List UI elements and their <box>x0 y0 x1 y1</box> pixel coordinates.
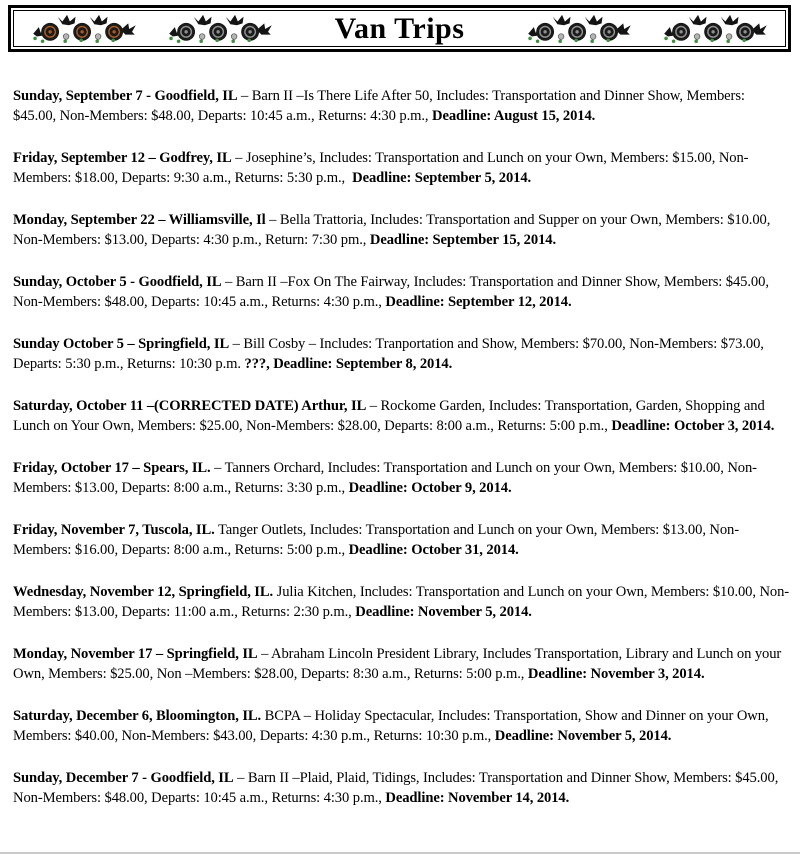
trip-details: – Tanners Orchard, Includes: Transportation and Lunch on your Own, Members: $10.00, Non-Members: $13.00, Departs: 8:00 a.m., Returns: 3:30 p.m., <box>13 460 757 496</box>
trip-date-location: Sunday, October 5 - Goodfield, IL <box>13 274 222 290</box>
trip-entry <box>13 706 791 746</box>
trip-note: ???, <box>244 356 274 372</box>
page-bottom-edge <box>0 852 800 854</box>
trip-entry <box>13 148 791 188</box>
trip-deadline: Deadline: September 15, 2014. <box>369 232 557 248</box>
trip-deadline: Deadline: October 3, 2014. <box>611 418 775 434</box>
trip-date-location: Sunday October 5 – Springfield, IL <box>13 336 230 352</box>
trip-date-location: Sunday, December 7 - Goodfield, IL <box>13 770 234 786</box>
trip-details: – Josephine’s, Includes: Transportation and Lunch on your Own, Members: $15.00, Non-Members: $18.00, Departs: 9:30 a.m., Returns: 5:30 p.m., <box>13 150 749 186</box>
floral-ornament-icon <box>659 13 771 45</box>
trip-date-location: Sunday, September 7 - Goodfield, IL <box>13 88 238 104</box>
trip-deadline: Deadline: September 12, 2014. <box>385 294 572 310</box>
trip-deadline: Deadline: November 5, 2014. <box>494 728 672 744</box>
trip-date-location: Friday, November 7, Tuscola, IL. <box>13 522 215 538</box>
header-inner-frame <box>13 10 786 47</box>
trip-date-location: Saturday, October 11 –(CORRECTED DATE) Arthur, IL <box>13 398 367 414</box>
trip-entry <box>13 644 791 684</box>
floral-ornament-icon <box>523 13 635 45</box>
trip-deadline: Deadline: November 3, 2014. <box>527 666 705 682</box>
trip-entry <box>13 396 791 436</box>
trip-deadline: Deadline: October 31, 2014. <box>348 542 519 558</box>
trip-entry <box>13 520 791 560</box>
trip-date-location: Saturday, December 6, Bloomington, IL. <box>13 708 262 724</box>
trip-date-location: Monday, November 17 – Springfield, IL <box>13 646 258 662</box>
trip-details: – Barn II –Is There Life After 50, Includes: Transportation and Dinner Show, Members: $45.00, Non-Members: $48.00, Departs: 10:45 a.m., Returns: 4:30 p.m., <box>13 88 745 124</box>
trip-details: – Barn II –Plaid, Plaid, Tidings, Includes: Transportation and Dinner Show, Members: $45.00, Non-Members: $48.00, Departs: 10:45 a.m., Returns: 4:30 p.m., <box>13 770 779 806</box>
trip-entry <box>13 272 791 312</box>
header-box <box>8 5 791 52</box>
trip-details: – Abraham Lincoln President Library, Includes Transportation, Library and Lunch on your Own, Members: $25.00, Non –Members: $28.00, Departs: 8:30 a.m., Returns: 5:00 p.m., <box>13 646 782 682</box>
trip-details: BCPA – Holiday Spectacular, Includes: Transportation, Show and Dinner on your Own, Members: $40.00, Non-Members: $43.00, Departs: 4:30 p.m., Returns: 10:30 p.m., <box>13 708 769 744</box>
trip-deadline: Deadline: November 5, 2014. <box>355 604 532 620</box>
trip-date-location: Monday, September 22 – Williamsville, Il <box>13 212 266 228</box>
trip-list <box>13 86 791 830</box>
trip-entry <box>13 334 791 374</box>
trip-deadline: Deadline: September 5, 2014. <box>352 170 532 186</box>
page-title: Van Trips <box>334 11 465 45</box>
trip-details: – Rockome Garden, Includes: Transportation, Garden, Shopping and Lunch on Your Own, Members: $25.00, Non-Members: $28.00, Departs: 8:00 a.m., Returns: 5:00 p.m., <box>13 398 765 434</box>
trip-entry <box>13 210 791 250</box>
trip-date-location: Friday, September 12 – Godfrey, IL <box>13 150 232 166</box>
trip-deadline: Deadline: October 9, 2014. <box>348 480 512 496</box>
trip-details: Tanger Outlets, Includes: Transportation and Lunch on your Own, Members: $13.00, Non-Members: $16.00, Departs: 8:00 a.m., Returns: 5:00 p.m., <box>13 522 740 558</box>
trip-details: – Bella Trattoria, Includes: Transportation and Supper on your Own, Members: $10.00, Non-Members: $13.00, Departs: 4:30 p.m., Return: 7:30 pm., <box>13 212 771 248</box>
trip-deadline: Deadline: August 15, 2014. <box>432 108 596 124</box>
floral-ornament-icon <box>28 13 140 45</box>
trip-entry <box>13 458 791 498</box>
trip-details: Julia Kitchen, Includes: Transportation and Lunch on your Own, Members: $10.00, Non-Members: $13.00, Departs: 11:00 a.m., Returns: 2:30 p.m., <box>13 584 790 620</box>
trip-entry <box>13 582 791 622</box>
trip-deadline: Deadline: September 8, 2014. <box>273 356 453 372</box>
header-left-ornaments <box>28 13 276 45</box>
trip-date-location: Wednesday, November 12, Springfield, IL. <box>13 584 274 600</box>
header-right-ornaments <box>523 13 771 45</box>
trip-deadline: Deadline: November 14, 2014. <box>385 790 570 806</box>
trip-details: – Barn II –Fox On The Fairway, Includes: Transportation and Dinner Show, Members: $45.00, Non-Members: $48.00, Departs: 10:45 a.m., Returns: 4:30 p.m., <box>13 274 769 310</box>
trip-date-location: Friday, October 17 – Spears, IL. <box>13 460 211 476</box>
trip-entry <box>13 86 791 126</box>
trip-details: – Bill Cosby – Includes: Tranportation and Show, Members: $70.00, Non-Members: $73.00, Departs: 5:30 p.m., Returns: 10:30 p.m. <box>13 336 764 372</box>
trip-entry <box>13 768 791 808</box>
floral-ornament-icon <box>164 13 276 45</box>
